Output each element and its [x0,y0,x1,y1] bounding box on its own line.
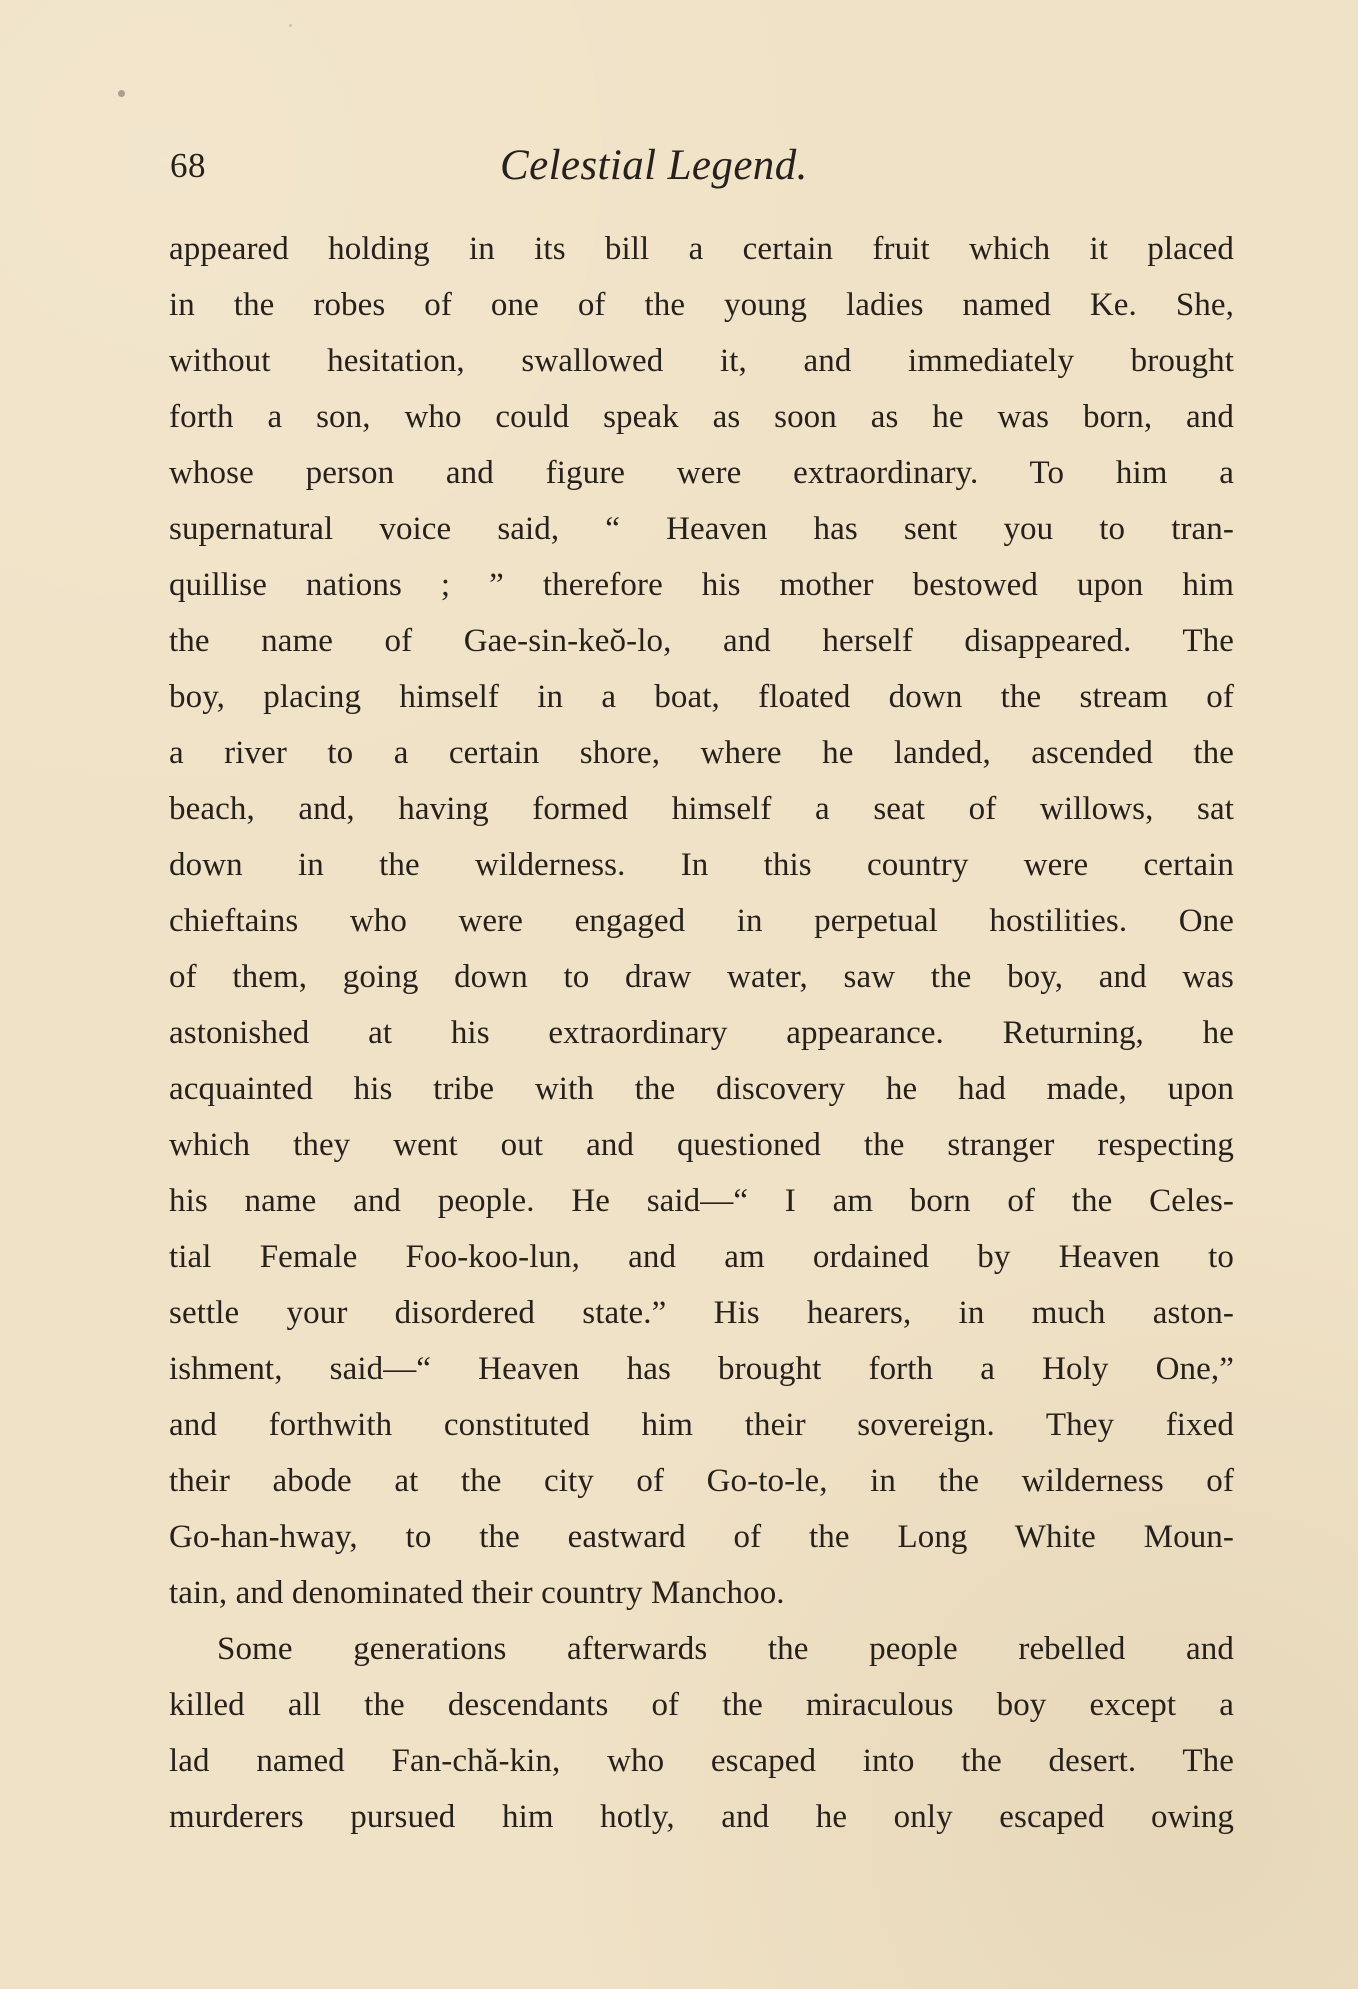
text-line: in the robes of one of the young ladies named Ke. She, [169,287,1234,323]
ink-speck [289,24,292,27]
text-line: down in the wilderness. In this country were certain [169,847,1234,883]
text-line: and forthwith constituted him their sovereign. They fixed [169,1407,1234,1443]
text-line: whose person and figure were extraordinary. To him a [169,455,1234,491]
text-line: killed all the descendants of the miraculous boy except a [169,1687,1234,1723]
text-line: the name of Gae-sin-keŏ-lo, and herself disappeared. The [169,623,1234,659]
text-line: their abode at the city of Go-to-le, in the wilderness of [169,1463,1234,1499]
text-line: appeared holding in its bill a certain fruit which it placed [169,231,1234,267]
text-line: a river to a certain shore, where he landed, ascended the [169,735,1234,771]
paragraph-end-line: tain, and denominated their country Manchoo. [169,1575,785,1611]
ink-speck [118,90,125,97]
text-line: lad named Fan-chă-kin, who escaped into the desert. The [169,1743,1234,1779]
running-title: Celestial Legend. [500,142,808,189]
paragraph-start-line: Some generations afterwards the people rebelled and [217,1631,1234,1667]
text-line: of them, going down to draw water, saw the boy, and was [169,959,1234,995]
body-text [169,221,1234,1845]
text-line: murderers pursued him hotly, and he only escaped owing [169,1799,1234,1835]
text-line: his name and people. He said—“ I am born of the Celes- [169,1183,1234,1219]
text-line: boy, placing himself in a boat, floated down the stream of [169,679,1234,715]
text-line: astonished at his extraordinary appearance. Returning, he [169,1015,1234,1051]
page-header [170,136,1230,196]
text-line: tial Female Foo-koo-lun, and am ordained by Heaven to [169,1239,1234,1275]
text-line: chieftains who were engaged in perpetual hostilities. One [169,903,1234,939]
text-line: without hesitation, swallowed it, and immediately brought [169,343,1234,379]
text-line: beach, and, having formed himself a seat of willows, sat [169,791,1234,827]
text-line: which they went out and questioned the stranger respecting [169,1127,1234,1163]
text-line: Go-han-hway, to the eastward of the Long White Moun- [169,1519,1234,1555]
text-line: supernatural voice said, “ Heaven has sent you to tran- [169,511,1234,547]
text-line: acquainted his tribe with the discovery he had made, upon [169,1071,1234,1107]
text-line: settle your disordered state.” His hearers, in much aston- [169,1295,1234,1331]
text-line: quillise nations ; ” therefore his mother bestowed upon him [169,567,1234,603]
page-number: 68 [170,146,206,185]
text-line: ishment, said—“ Heaven has brought forth a Holy One,” [169,1351,1234,1387]
text-line: forth a son, who could speak as soon as he was born, and [169,399,1234,435]
